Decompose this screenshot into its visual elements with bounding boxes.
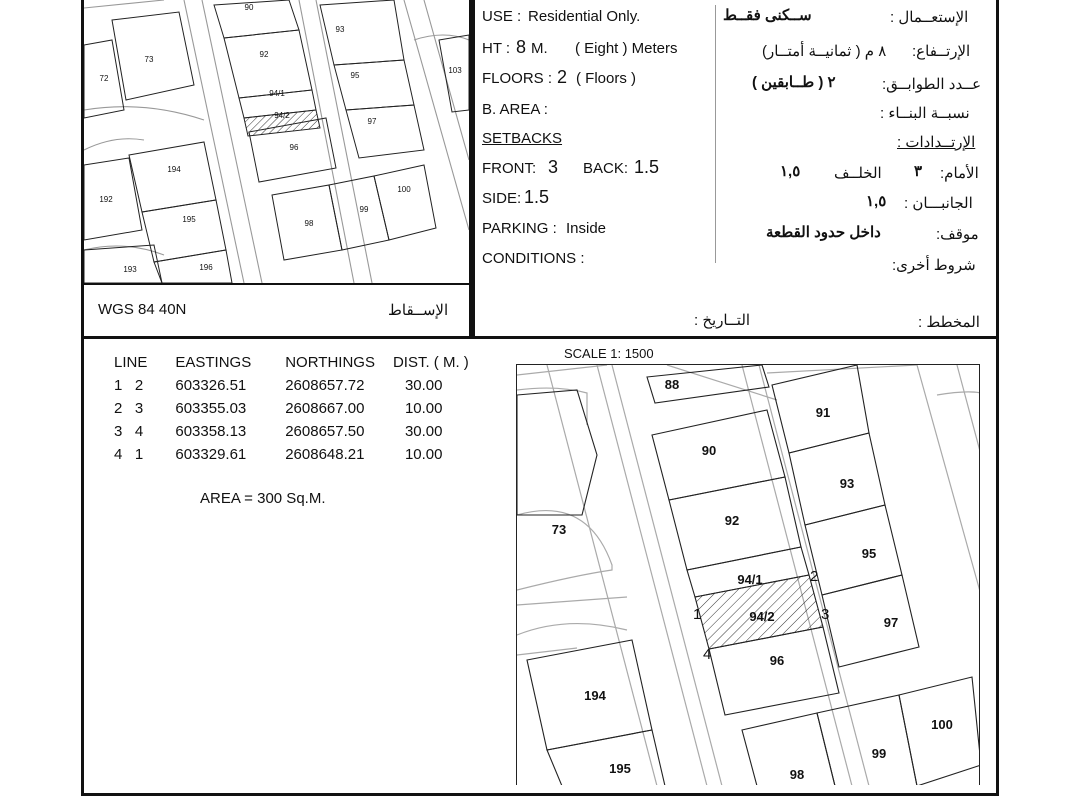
row-dist: 30.00	[404, 377, 443, 394]
row-north: 2608648.21	[285, 446, 365, 463]
row-from: 2	[114, 400, 123, 417]
row-east: 603355.03	[175, 400, 247, 417]
specs-divider	[715, 5, 716, 263]
side-label-ar: الجانبـــان :	[904, 195, 973, 212]
detail-map-plot-label: 94/2	[749, 609, 775, 624]
floors-label: FLOORS :	[482, 70, 553, 87]
ht-words: ( Eight ) Meters	[575, 40, 678, 57]
header-northings: NORTHINGS	[285, 354, 375, 371]
use-label-ar: الإستعــمال :	[890, 9, 969, 26]
key-map-plot-label: 196	[199, 263, 213, 272]
table-row	[108, 442, 475, 465]
key-map-plot-label: 100	[397, 185, 411, 194]
barea-label-ar: نسبــة البنــاء :	[880, 105, 970, 122]
detail-map-plot-label: 92	[724, 513, 740, 528]
table-row	[108, 373, 475, 396]
use-value: Residential Only.	[528, 8, 641, 25]
detail-map-plot-label: 88	[664, 377, 680, 392]
ht-label-ar: الإرتــفاع:	[912, 43, 971, 60]
key-map-plot-label: 192	[99, 195, 113, 204]
ht-value-ar: ٨ م ( ثمانيــة أمتــار)	[762, 43, 887, 60]
key-map-plot-label: 195	[182, 215, 196, 224]
row-east: 603358.13	[175, 423, 247, 440]
row-north: 2608657.72	[285, 377, 365, 394]
floors-value: 2	[557, 67, 568, 87]
detail-map-corner-label: 4	[703, 646, 712, 663]
ht-value: 8	[516, 37, 527, 57]
front-label: FRONT:	[482, 160, 537, 177]
table-row	[108, 419, 475, 442]
floors-words: ( Floors )	[576, 70, 636, 87]
detail-map-plot-label: 194	[584, 688, 606, 703]
use-label: USE :	[482, 8, 522, 25]
ht-label: HT :	[482, 40, 511, 57]
key-map-plot-label: 103	[448, 66, 462, 75]
floors-label-ar: عــدد الطوابــق:	[882, 76, 982, 93]
back-label-ar: الخلــف	[834, 165, 882, 182]
header-line: LINE	[114, 354, 148, 371]
coordinates-table	[108, 350, 475, 465]
key-map-plot-label: 94/1	[269, 89, 285, 98]
key-map-plot-label: 73	[144, 55, 154, 64]
detail-map-plot-label: 91	[815, 405, 831, 420]
key-map-plot-label: 99	[359, 205, 369, 214]
parking-value: Inside	[566, 220, 607, 237]
row-dist: 30.00	[404, 423, 443, 440]
ht-unit: M.	[531, 40, 548, 57]
detail-map-plot-label: 195	[609, 761, 631, 776]
key-map	[84, 0, 469, 283]
other-label-ar: شروط أخرى:	[892, 257, 976, 274]
parking-label: PARKING :	[482, 220, 557, 237]
back-value: 1.5	[634, 157, 660, 177]
projection-label: WGS 84 40N	[98, 301, 187, 318]
row-dist: 10.00	[404, 446, 443, 463]
side-value: 1.5	[524, 187, 550, 207]
row-to: 1	[134, 446, 144, 463]
detail-map-plot-label: 99	[871, 746, 887, 761]
detail-map-corner-label: 3	[821, 606, 830, 623]
planner-label-ar: المخطط :	[918, 314, 980, 331]
conditions-label: CONDITIONS :	[482, 250, 585, 267]
row-east: 603329.61	[175, 446, 247, 463]
key-map-plot-label: 95	[350, 71, 360, 80]
use-value-ar: ســكنى فقــط	[723, 7, 812, 24]
row-north: 2608667.00	[285, 400, 365, 417]
date-label-ar: التــاريخ :	[694, 312, 751, 329]
floors-value-ar: ٢ ( طــابقين )	[752, 74, 836, 91]
row-dist: 10.00	[404, 400, 443, 417]
side-label: SIDE:	[482, 190, 522, 207]
front-label-ar: الأمام:	[940, 165, 979, 182]
row-north: 2608657.50	[285, 423, 365, 440]
back-value-ar: ١,٥	[780, 163, 801, 180]
front-value: 3	[548, 157, 559, 177]
front-value-ar: ٣	[914, 163, 923, 180]
detail-map-plot-label: 98	[789, 767, 805, 782]
barea-label: B. AREA :	[482, 101, 548, 118]
row-east: 603326.51	[175, 377, 247, 394]
side-value-ar: ١,٥	[866, 193, 887, 210]
projection-label-ar: الإســقاط	[388, 302, 449, 319]
key-map-plot-label: 98	[304, 219, 314, 228]
setbacks-label: SETBACKS	[482, 130, 563, 147]
key-map-plot-label: 93	[335, 25, 345, 34]
detail-map-plot-label: 96	[769, 653, 785, 668]
detail-map-corner-label: 1	[693, 606, 702, 623]
setbacks-label-ar: الإرتــدادات :	[897, 134, 976, 151]
coordinates-header-row	[108, 350, 475, 373]
parking-value-ar: داخل حدود القطعة	[766, 224, 881, 241]
back-label: BACK:	[583, 160, 629, 177]
detail-map	[516, 364, 980, 785]
detail-map-plot-label: 100	[931, 717, 953, 732]
row-from: 3	[114, 423, 123, 440]
projection-divider	[84, 283, 469, 285]
detail-map-plot-label: 94/1	[737, 572, 763, 587]
key-map-plot-label: 194	[167, 165, 181, 174]
detail-map-corner-label: 2	[810, 568, 819, 585]
parking-label-ar: موقف:	[936, 226, 979, 243]
detail-map-plot-label: 90	[701, 443, 717, 458]
detail-map-plot-label: 93	[839, 476, 855, 491]
row-to: 3	[134, 400, 144, 417]
detail-map-plot-label: 95	[861, 546, 877, 561]
row-from: 1	[114, 377, 123, 394]
header-eastings: EASTINGS	[175, 354, 252, 371]
scale-label: SCALE 1: 1500	[564, 346, 654, 361]
key-map-plot-label: 90	[244, 3, 254, 12]
key-map-plot-label: 97	[367, 117, 377, 126]
row-to: 4	[134, 423, 144, 440]
key-map-plot-label: 92	[259, 50, 269, 59]
row-to: 2	[134, 377, 144, 394]
area-label: AREA = 300 Sq.M.	[200, 490, 326, 507]
key-map-plot-label: 72	[99, 74, 109, 83]
key-map-plot-label: 94/2	[274, 111, 290, 120]
table-row	[108, 396, 475, 419]
detail-map-drawing	[517, 365, 980, 785]
detail-map-plot-label: 73	[551, 522, 567, 537]
detail-map-plot-label: 97	[883, 615, 899, 630]
header-dist: DIST. ( M. )	[392, 354, 469, 371]
key-map-plot-label: 193	[123, 265, 137, 274]
key-map-plot-label: 96	[289, 143, 299, 152]
row-from: 4	[114, 446, 123, 463]
key-map-drawing	[84, 0, 469, 283]
